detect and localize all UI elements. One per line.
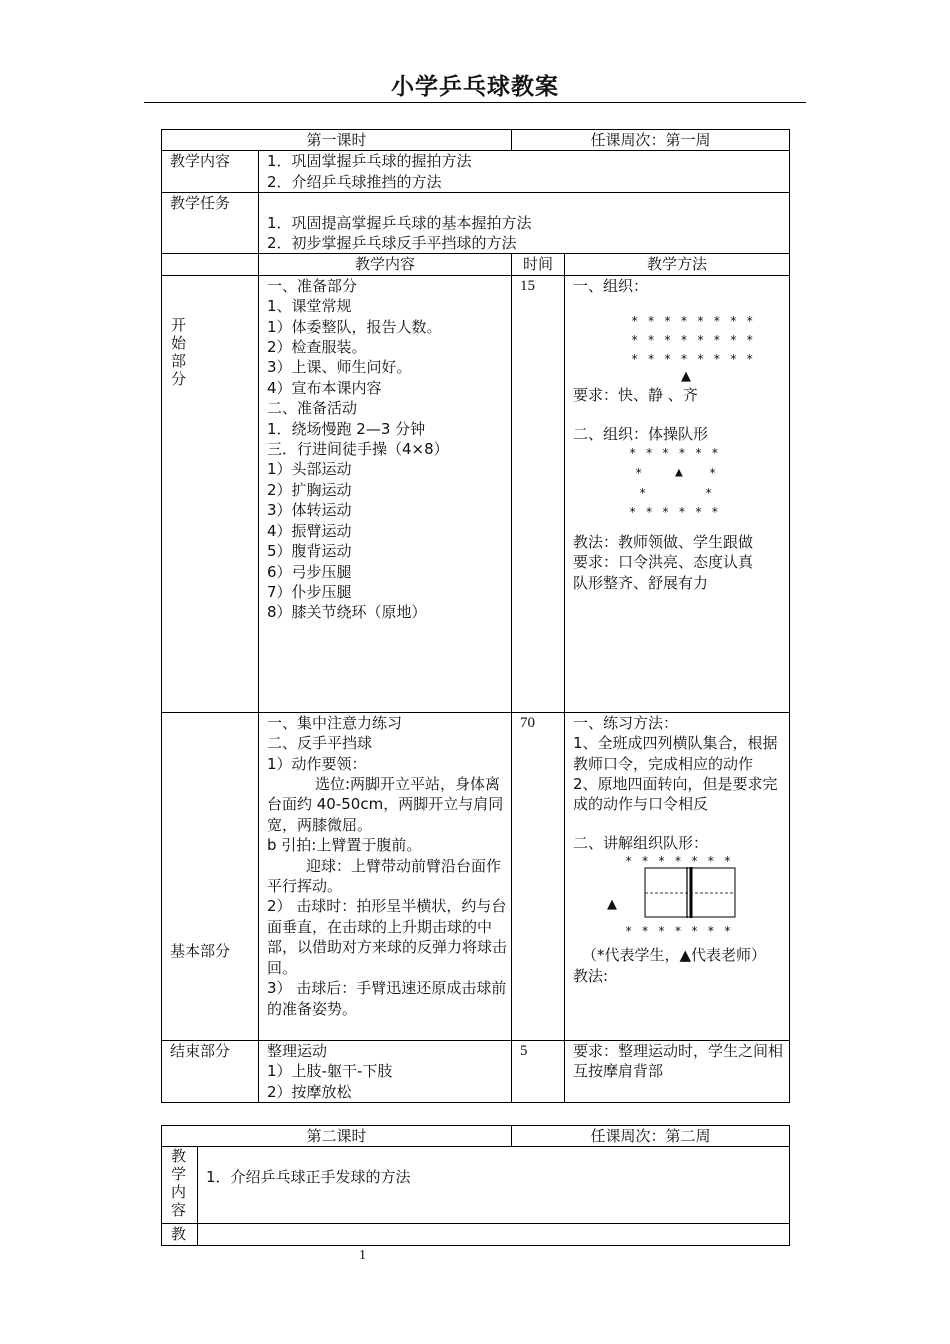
teacher-triangle-icon: ▲ xyxy=(607,897,618,913)
square-left: * xyxy=(635,466,644,481)
task-label: 教学任务 xyxy=(162,193,259,254)
start-line: 3）体转运动 xyxy=(267,501,352,520)
task-lines xyxy=(259,193,790,254)
start-line: 2）扩胸运动 xyxy=(267,480,352,499)
end-time: 5 xyxy=(512,1040,565,1102)
start-label-cell xyxy=(162,275,259,712)
start-line: 1．绕场慢跑 2—3 分钟 xyxy=(267,419,426,438)
basic-method-title: 一、练习方法： xyxy=(573,713,679,732)
teacher-triangle-icon: ▲ xyxy=(675,465,684,481)
col-time-header: 时间 xyxy=(512,254,565,275)
basic-method-org: 二、讲解组织队形： xyxy=(573,833,709,852)
start-line: 8）膝关节绕环（原地） xyxy=(267,603,427,622)
start-line: 1）体委整队，报告人数。 xyxy=(267,317,442,336)
col-blank xyxy=(162,254,259,275)
page-title: 小学乒乓球教案 xyxy=(391,74,559,100)
basic-line: b 引拍:上臂置于腹前。 xyxy=(267,836,422,855)
stars-bottom: * * * * * * * xyxy=(625,924,732,939)
start-method xyxy=(565,275,790,712)
formation-row: * * * * * * * * xyxy=(631,352,755,367)
start-line: 4）振臂运动 xyxy=(267,521,352,540)
method-org1: 一、组织： xyxy=(573,276,649,295)
start-time: 15 xyxy=(512,275,565,712)
basic-method xyxy=(565,712,790,1040)
square-right: * xyxy=(709,466,718,481)
content-line-1: 1．巩固掌握乒乓球的握拍方法 xyxy=(267,152,472,171)
basic-label: 基本部分 xyxy=(162,712,259,1040)
method-line: 教法：教师领做、学生跟做 xyxy=(573,533,754,552)
end-method: 要求：整理运动时，学生之间相互按摩肩背部 xyxy=(565,1040,790,1102)
start-line: 7）仆步压腿 xyxy=(267,582,352,601)
method-org2: 二、组织：体操队形 xyxy=(573,424,709,443)
lesson2-content-label-cell xyxy=(162,1147,198,1224)
start-line: 3）上课、师生问好。 xyxy=(267,358,412,377)
stars-top: * * * * * * * xyxy=(625,854,732,869)
basic-para: 迎球：上臂带动前臂沿台面作平行挥动。 xyxy=(267,856,502,896)
start-line: 三．行进间徒手操（4×8） xyxy=(267,440,449,459)
start-line: 4）宣布本课内容 xyxy=(267,378,382,397)
lesson1-table xyxy=(161,129,790,1103)
content-label: 教学内容 xyxy=(162,151,259,193)
table-diagram xyxy=(573,853,785,945)
basic-line: 二、反手平挡球 xyxy=(267,734,373,753)
start-label: 开始部分 xyxy=(171,315,187,388)
title-rule xyxy=(144,102,806,103)
lesson2-header-left: 第二课时 xyxy=(162,1126,512,1147)
lesson2-content-label: 教学内容 xyxy=(171,1147,187,1220)
task-line-1: 1．巩固提高掌握乒乓球的基本握拍方法 xyxy=(267,213,532,232)
end-content xyxy=(259,1040,512,1102)
start-line: 1）头部运动 xyxy=(267,460,352,479)
basic-para: 2） 击球时：拍形呈半横状，约与台面垂直，在击球的上升期击球的中部，以借助对方来球的反弹力将球击回。 xyxy=(267,897,508,977)
content-lines xyxy=(259,151,790,193)
start-line: 一、准备部分 xyxy=(267,276,358,295)
square-right: * xyxy=(705,486,714,501)
start-line: 二、准备活动 xyxy=(267,399,358,418)
basic-para: 3） 击球后：手臂迅速还原成击球前的准备姿势。 xyxy=(267,979,507,1018)
lesson1-header-right: 任课周次：第一周 xyxy=(512,130,790,151)
lesson2-next-label: 教 xyxy=(162,1224,198,1245)
lesson2-table xyxy=(161,1125,790,1246)
method-line: 要求：口令洪亮、态度认真 xyxy=(573,553,754,572)
square-left: * xyxy=(639,486,648,501)
square-top: * * * * * * xyxy=(629,446,720,461)
basic-content xyxy=(259,712,512,1040)
requirement1: 要求：快、静 、齐 xyxy=(573,386,698,405)
basic-time: 70 xyxy=(512,712,565,1040)
basic-method-p1: 1、全班成四列横队集合，根据教师口令，完成相应的动作 xyxy=(573,734,778,773)
col-content-header: 教学内容 xyxy=(259,254,512,275)
start-line: 2）检查服装。 xyxy=(267,338,367,357)
lesson1-header-left: 第一课时 xyxy=(162,130,512,151)
formation-row: * * * * * * * * xyxy=(631,333,755,348)
start-line: 6）弓步压腿 xyxy=(267,562,352,581)
basic-para: 选位:两脚开立平站，身体离台面约 40-50cm，两脚开立与肩同宽，两膝微屈。 xyxy=(267,775,504,834)
lesson2-content-line: 1．介绍乒乓球正手发球的方法 xyxy=(198,1147,790,1224)
basic-line: 1）动作要领： xyxy=(267,754,367,773)
lesson2-next-cell xyxy=(198,1224,790,1245)
task-line-2: 2．初步掌握乒乓球反手平挡球的方法 xyxy=(267,234,517,252)
start-content xyxy=(259,275,512,712)
basic-method-p2: 2、原地四面转向，但是要求完成的动作与口令相反 xyxy=(573,775,778,814)
end-line: 整理运动 xyxy=(267,1041,328,1060)
col-method-header: 教学方法 xyxy=(565,254,790,275)
end-label: 结束部分 xyxy=(162,1040,259,1102)
end-line: 1）上肢-躯干-下肢 xyxy=(267,1062,393,1081)
end-line: 2）按摩放松 xyxy=(267,1082,352,1101)
teacher-triangle-icon: ▲ xyxy=(681,369,692,385)
start-line: 1、课堂常规 xyxy=(267,297,352,316)
page-number: 1 xyxy=(359,1248,366,1263)
ping-pong-table-icon xyxy=(573,867,789,927)
square-formation xyxy=(573,444,785,524)
formation-row: * * * * * * * * xyxy=(631,314,755,329)
basic-legend: （*代表学生，▲代表老师） xyxy=(582,946,767,965)
content-line-2: 2．介绍乒乓球推挡的方法 xyxy=(267,172,442,191)
start-line: 5）腹背运动 xyxy=(267,542,352,561)
method-line: 队形整齐、舒展有力 xyxy=(573,573,709,592)
basic-line: 一、集中注意力练习 xyxy=(267,713,403,732)
square-bottom: * * * * * * xyxy=(629,505,720,520)
lesson2-header-right: 任课周次：第二周 xyxy=(512,1126,790,1147)
basic-method-teach: 教法: xyxy=(573,966,609,985)
